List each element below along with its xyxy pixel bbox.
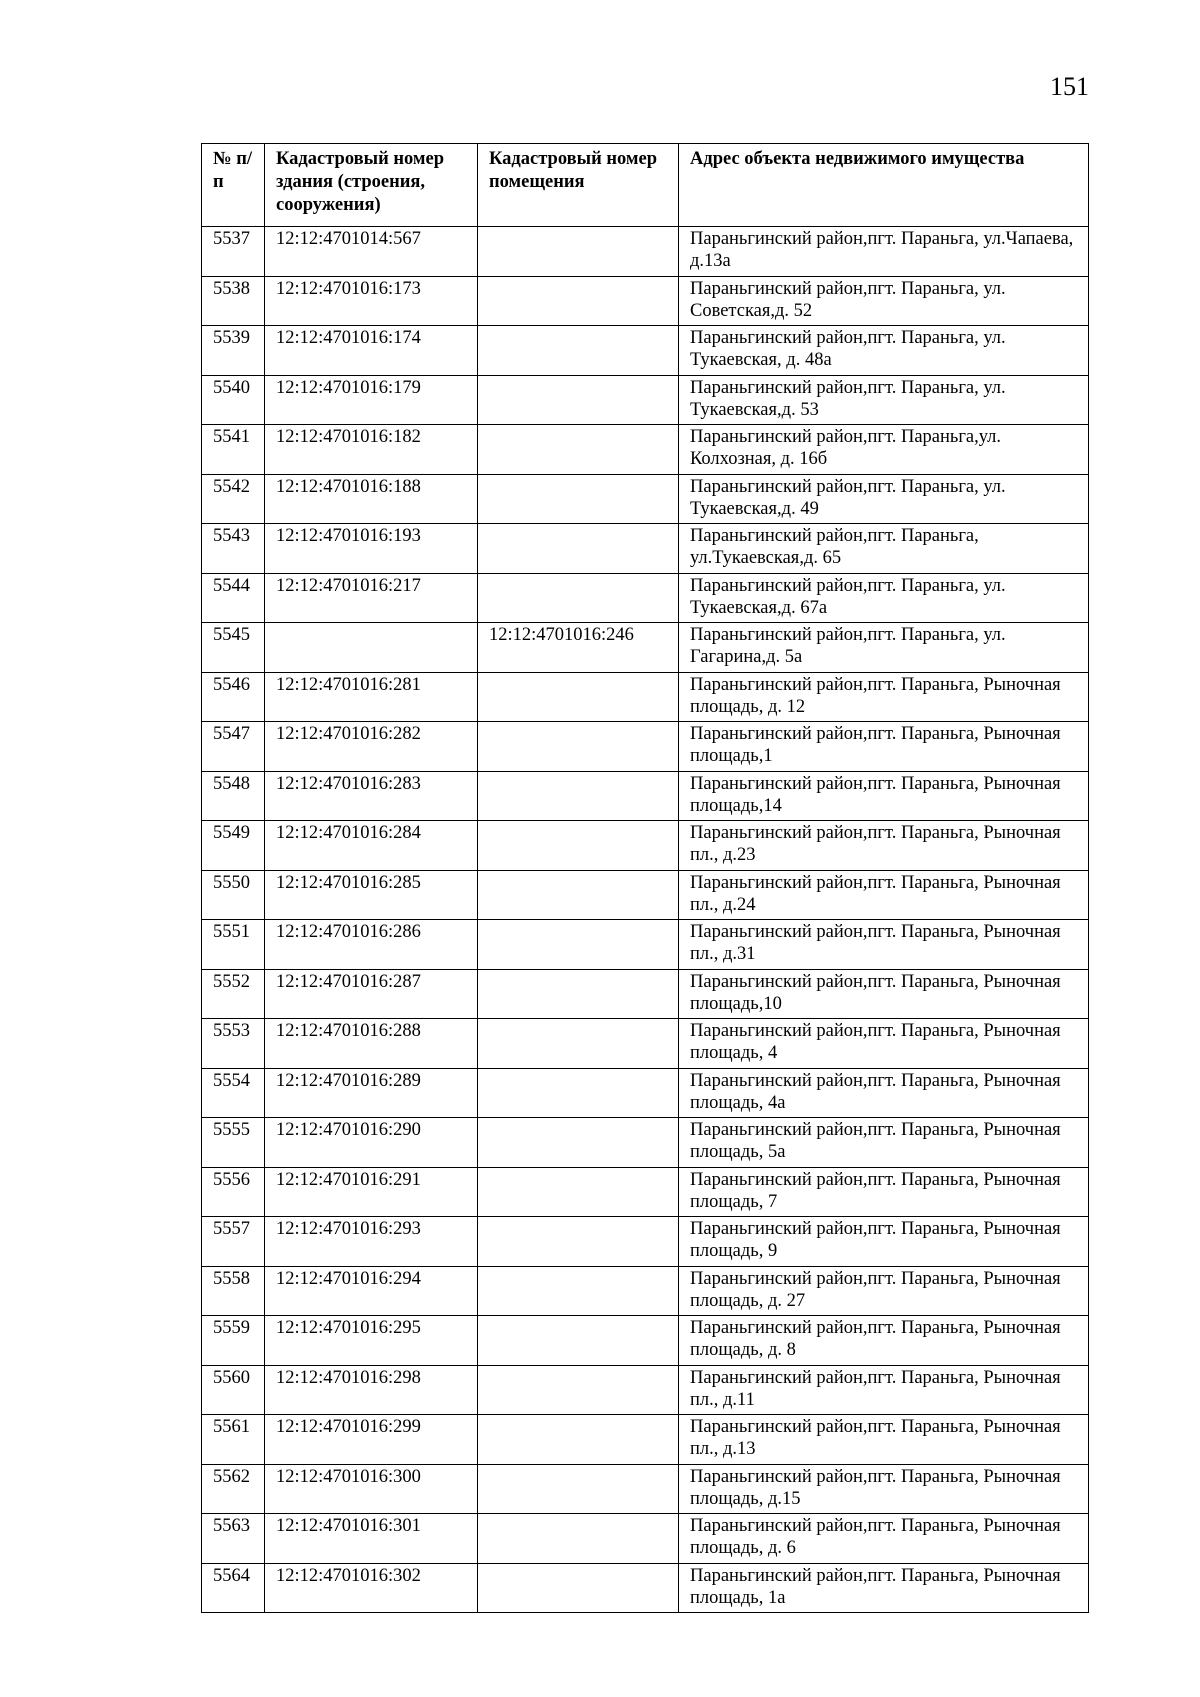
cell-premises-cadastral: [478, 1365, 679, 1415]
cell-num: 5543: [202, 524, 265, 574]
cell-premises-cadastral: [478, 375, 679, 425]
page-number: 151: [1050, 72, 1089, 101]
cell-address: Параньгинский район,пгт. Параньга, Рыночная площадь, д. 8: [679, 1316, 1089, 1366]
cell-num: 5547: [202, 722, 265, 772]
table-row: [202, 870, 1089, 920]
cell-building-cadastral: 12:12:4701016:286: [265, 920, 478, 970]
cell-building-cadastral: 12:12:4701016:182: [265, 425, 478, 475]
cell-premises-cadastral: [478, 870, 679, 920]
table-row: [202, 1217, 1089, 1267]
cell-premises-cadastral: [478, 672, 679, 722]
cell-num: 5550: [202, 870, 265, 920]
cell-building-cadastral: 12:12:4701016:173: [265, 276, 478, 326]
cell-address: Параньгинский район,пгт. Параньга, ул. Гагарина,д. 5а: [679, 623, 1089, 673]
cell-building-cadastral: 12:12:4701016:281: [265, 672, 478, 722]
cell-premises-cadastral: [478, 1316, 679, 1366]
cell-num: 5553: [202, 1019, 265, 1069]
cell-building-cadastral: 12:12:4701016:294: [265, 1266, 478, 1316]
cell-building-cadastral: 12:12:4701016:301: [265, 1514, 478, 1564]
cell-address: Параньгинский район,пгт. Параньга, Рыночная площадь, д. 6: [679, 1514, 1089, 1564]
cell-premises-cadastral: [478, 524, 679, 574]
cell-building-cadastral: 12:12:4701016:299: [265, 1415, 478, 1465]
table-row: [202, 1316, 1089, 1366]
cell-premises-cadastral: [478, 1563, 679, 1613]
cell-num: 5560: [202, 1365, 265, 1415]
cell-address: Параньгинский район,пгт. Параньга, ул. Тукаевская,д. 67а: [679, 573, 1089, 623]
cell-num: 5546: [202, 672, 265, 722]
cell-address: Параньгинский район,пгт. Параньга, Рыночная площадь,1: [679, 722, 1089, 772]
cell-premises-cadastral: [478, 821, 679, 871]
table-row: [202, 821, 1089, 871]
table-row: [202, 227, 1089, 277]
cell-premises-cadastral: [478, 1415, 679, 1465]
cell-building-cadastral: 12:12:4701016:217: [265, 573, 478, 623]
table-row: [202, 1068, 1089, 1118]
cell-num: 5548: [202, 771, 265, 821]
cell-address: Параньгинский район,пгт. Параньга, Рыночная площадь, 1а: [679, 1563, 1089, 1613]
cell-num: 5549: [202, 821, 265, 871]
cell-building-cadastral: 12:12:4701016:293: [265, 1217, 478, 1267]
cell-premises-cadastral: [478, 425, 679, 475]
cell-building-cadastral: 12:12:4701016:284: [265, 821, 478, 871]
table-row: [202, 1167, 1089, 1217]
header-premises-cadastral: Кадастровый номер помещения: [478, 144, 679, 227]
cell-premises-cadastral: [478, 1118, 679, 1168]
table-row: [202, 1415, 1089, 1465]
cell-building-cadastral: 12:12:4701016:283: [265, 771, 478, 821]
cell-premises-cadastral: [478, 1266, 679, 1316]
cell-num: 5557: [202, 1217, 265, 1267]
cell-building-cadastral: 12:12:4701016:179: [265, 375, 478, 425]
cell-building-cadastral: 12:12:4701014:567: [265, 227, 478, 277]
cell-address: Параньгинский район,пгт. Параньга, Рыночная пл., д.24: [679, 870, 1089, 920]
cell-address: Параньгинский район,пгт. Параньга, Рыночная пл., д.31: [679, 920, 1089, 970]
cell-building-cadastral: 12:12:4701016:295: [265, 1316, 478, 1366]
table-body: [202, 227, 1089, 1613]
cell-address: Параньгинский район,пгт. Параньга, Рыночная пл., д.23: [679, 821, 1089, 871]
table-header-row: [202, 144, 1089, 227]
table-row: [202, 771, 1089, 821]
cell-building-cadastral: 12:12:4701016:289: [265, 1068, 478, 1118]
cell-num: 5558: [202, 1266, 265, 1316]
cell-address: Параньгинский район,пгт. Параньга, Рыночная площадь,10: [679, 969, 1089, 1019]
cell-premises-cadastral: [478, 1464, 679, 1514]
table-row: [202, 524, 1089, 574]
cell-num: 5563: [202, 1514, 265, 1564]
cell-num: 5554: [202, 1068, 265, 1118]
table-row: [202, 1464, 1089, 1514]
cell-building-cadastral: 12:12:4701016:300: [265, 1464, 478, 1514]
cell-address: Параньгинский район,пгт. Параньга, Рыночная площадь, 9: [679, 1217, 1089, 1267]
cell-num: 5541: [202, 425, 265, 475]
cell-premises-cadastral: 12:12:4701016:246: [478, 623, 679, 673]
cell-premises-cadastral: [478, 474, 679, 524]
cell-address: Параньгинский район,пгт. Параньга, Рыночная площадь, д. 27: [679, 1266, 1089, 1316]
cell-num: 5537: [202, 227, 265, 277]
cell-num: 5564: [202, 1563, 265, 1613]
cell-premises-cadastral: [478, 276, 679, 326]
table-row: [202, 326, 1089, 376]
table-row: [202, 425, 1089, 475]
table-row: [202, 672, 1089, 722]
table-row: [202, 1365, 1089, 1415]
cell-premises-cadastral: [478, 573, 679, 623]
cell-building-cadastral: 12:12:4701016:302: [265, 1563, 478, 1613]
cell-address: Параньгинский район,пгт. Параньга, ул. Тукаевская,д. 49: [679, 474, 1089, 524]
cell-address: Параньгинский район,пгт. Параньга, Рыночная площадь, 7: [679, 1167, 1089, 1217]
cell-building-cadastral: [265, 623, 478, 673]
cell-premises-cadastral: [478, 722, 679, 772]
cell-num: 5561: [202, 1415, 265, 1465]
cell-num: 5551: [202, 920, 265, 970]
cell-address: Параньгинский район,пгт. Параньга, Рыночная площадь, 4а: [679, 1068, 1089, 1118]
cell-address: Параньгинский район,пгт. Параньга, ул.Тукаевская,д. 65: [679, 524, 1089, 574]
cell-num: 5555: [202, 1118, 265, 1168]
cell-building-cadastral: 12:12:4701016:291: [265, 1167, 478, 1217]
cell-premises-cadastral: [478, 1167, 679, 1217]
cell-num: 5539: [202, 326, 265, 376]
table-row: [202, 920, 1089, 970]
table-row: [202, 375, 1089, 425]
cell-address: Параньгинский район,пгт. Параньга,ул. Колхозная, д. 16б: [679, 425, 1089, 475]
header-building-cadastral: Кадастровый номер здания (строения, сооружения): [265, 144, 478, 227]
cell-premises-cadastral: [478, 1514, 679, 1564]
cell-num: 5559: [202, 1316, 265, 1366]
table-row: [202, 1563, 1089, 1613]
cell-num: 5552: [202, 969, 265, 1019]
cell-address: Параньгинский район,пгт. Параньга, Рыночная площадь,14: [679, 771, 1089, 821]
cell-premises-cadastral: [478, 1217, 679, 1267]
cell-num: 5556: [202, 1167, 265, 1217]
table-row: [202, 474, 1089, 524]
table-row: [202, 722, 1089, 772]
cell-premises-cadastral: [478, 1068, 679, 1118]
cell-building-cadastral: 12:12:4701016:298: [265, 1365, 478, 1415]
table-row: [202, 1266, 1089, 1316]
cell-premises-cadastral: [478, 1019, 679, 1069]
table-row: [202, 969, 1089, 1019]
cell-num: 5540: [202, 375, 265, 425]
cell-num: 5544: [202, 573, 265, 623]
cell-num: 5542: [202, 474, 265, 524]
table-row: [202, 573, 1089, 623]
property-registry-table: [201, 143, 1089, 1613]
cell-premises-cadastral: [478, 227, 679, 277]
cell-address: Параньгинский район,пгт. Параньга, Рыночная площадь, д.15: [679, 1464, 1089, 1514]
header-num: № п/п: [202, 144, 265, 227]
cell-building-cadastral: 12:12:4701016:188: [265, 474, 478, 524]
cell-address: Параньгинский район,пгт. Параньга, ул. Советская,д. 52: [679, 276, 1089, 326]
cell-premises-cadastral: [478, 969, 679, 1019]
cell-address: Параньгинский район,пгт. Параньга, ул.Чапаева, д.13а: [679, 227, 1089, 277]
header-address: Адрес объекта недвижимого имущества: [679, 144, 1089, 227]
cell-building-cadastral: 12:12:4701016:287: [265, 969, 478, 1019]
cell-building-cadastral: 12:12:4701016:282: [265, 722, 478, 772]
cell-num: 5545: [202, 623, 265, 673]
cell-address: Параньгинский район,пгт. Параньга, Рыночная пл., д.13: [679, 1415, 1089, 1465]
table-row: [202, 276, 1089, 326]
cell-address: Параньгинский район,пгт. Параньга, Рыночная площадь, 4: [679, 1019, 1089, 1069]
cell-address: Параньгинский район,пгт. Параньга, Рыночная пл., д.11: [679, 1365, 1089, 1415]
table-row: [202, 1019, 1089, 1069]
table-row: [202, 1118, 1089, 1168]
cell-num: 5538: [202, 276, 265, 326]
cell-building-cadastral: 12:12:4701016:290: [265, 1118, 478, 1168]
table-row: [202, 623, 1089, 673]
cell-address: Параньгинский район,пгт. Параньга, ул. Тукаевская,д. 53: [679, 375, 1089, 425]
cell-premises-cadastral: [478, 920, 679, 970]
cell-num: 5562: [202, 1464, 265, 1514]
cell-premises-cadastral: [478, 326, 679, 376]
cell-address: Параньгинский район,пгт. Параньга, Рыночная площадь, д. 12: [679, 672, 1089, 722]
cell-address: Параньгинский район,пгт. Параньга, Рыночная площадь, 5а: [679, 1118, 1089, 1168]
cell-building-cadastral: 12:12:4701016:193: [265, 524, 478, 574]
cell-building-cadastral: 12:12:4701016:285: [265, 870, 478, 920]
table-row: [202, 1514, 1089, 1564]
cell-building-cadastral: 12:12:4701016:288: [265, 1019, 478, 1069]
cell-building-cadastral: 12:12:4701016:174: [265, 326, 478, 376]
cell-address: Параньгинский район,пгт. Параньга, ул. Тукаевская, д. 48а: [679, 326, 1089, 376]
cell-premises-cadastral: [478, 771, 679, 821]
